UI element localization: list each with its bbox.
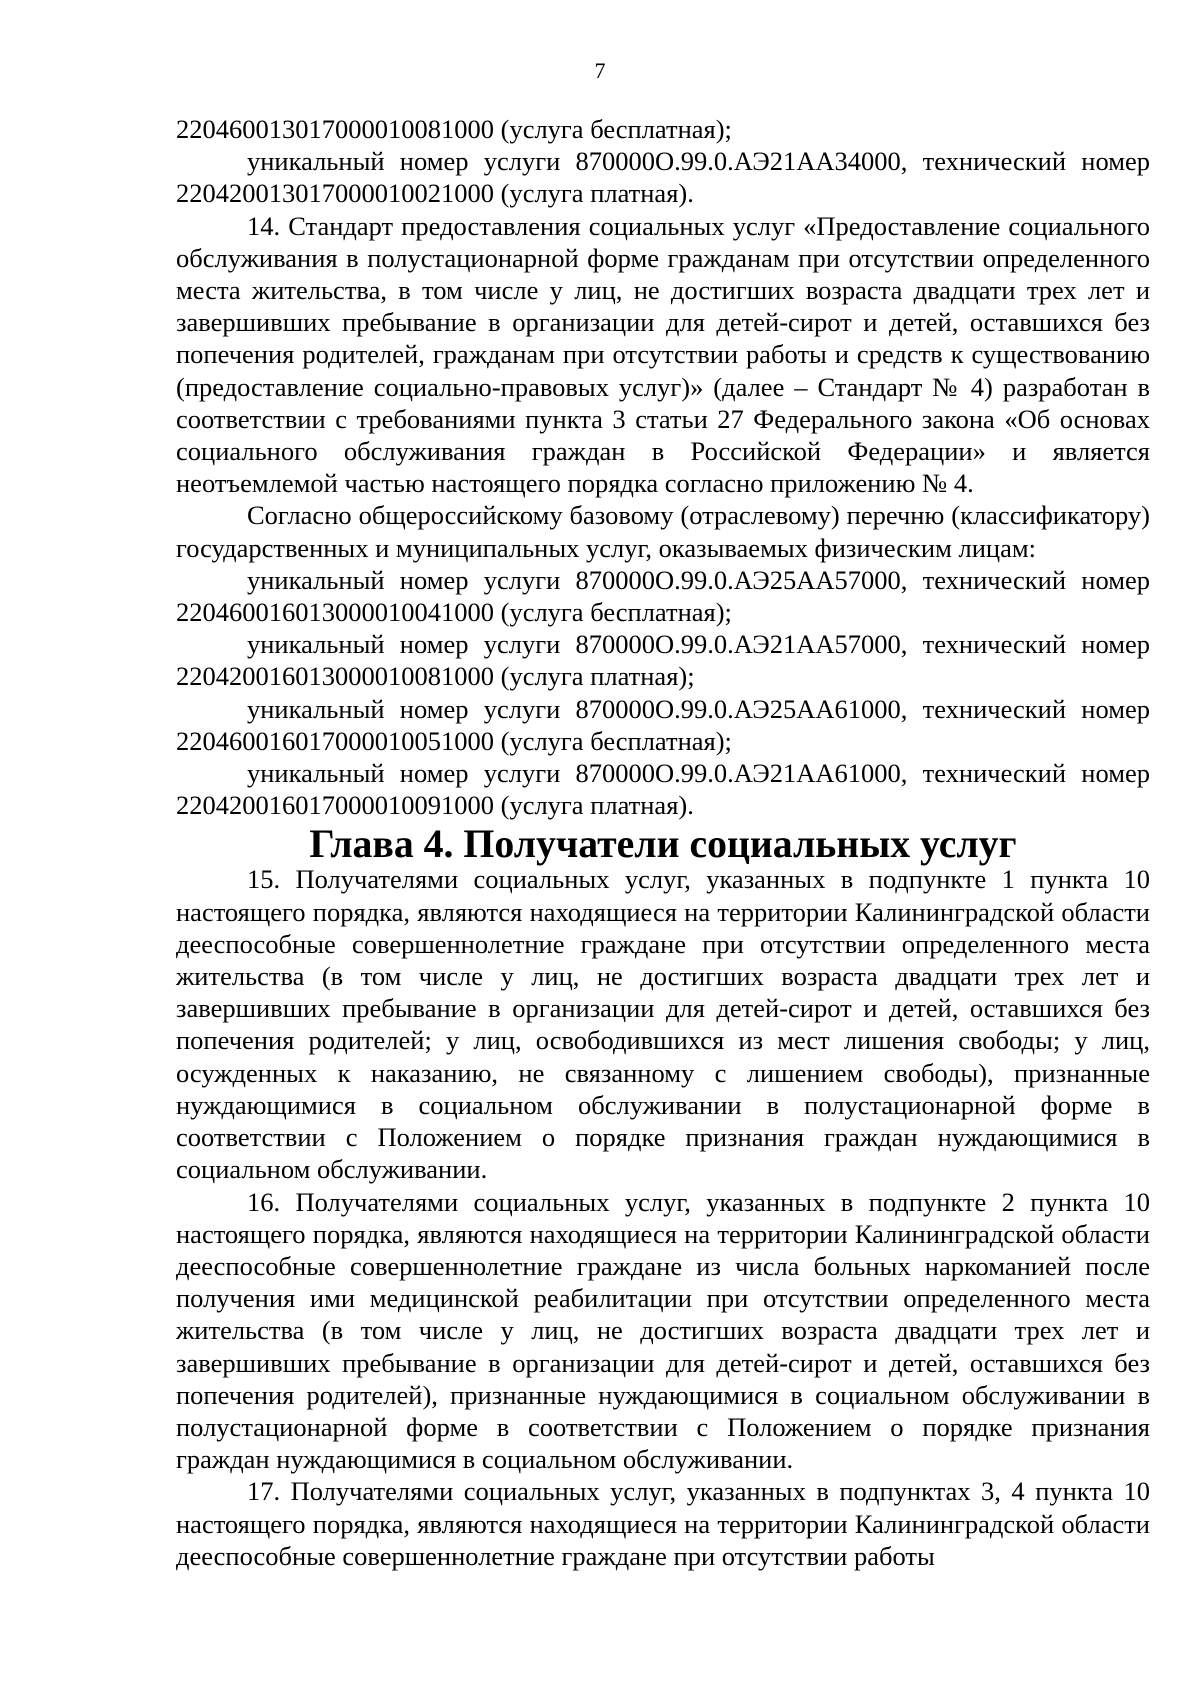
paragraph-service-number: уникальный номер услуги 870000О.99.0.АЭ21АА57000, технический номер 220420016013000010081000 (услуга платная); [176,629,1150,692]
paragraph-classifier-intro: Согласно общероссийскому базовому (отраслевому) перечню (классификатору) государственных и муниципальных услуг, оказываемых физическим лицам: [176,500,1150,563]
paragraph-item-15: 15. Получателями социальных услуг, указанных в подпункте 1 пункта 10 настоящего порядка, являются находящиеся на территории Калининградской области дееспособные совершеннолетние граждане при отсутствии определенного места жительства (в том числе у лиц, не достигших возраста двадцати трех лет и завершивших пребывание в организации для детей-сирот и детей, оставшихся без попечения родителей; у лиц, освободившихся из мест лишения свободы; у лиц, осужденных к наказанию, не связанному с лишением свободы), признанные нуждающимися в социальном обслуживании в полустационарной форме в соответствии с Положением о порядке признания граждан нуждающимися в социальном обслуживании. [176,864,1150,1185]
page-number: 7 [594,58,606,83]
paragraph-item-14: 14. Стандарт предоставления социальных услуг «Предоставление социального обслуживания в полустационарной форме гражданам при отсутствии определенного места жительства, в том числе у лиц, не достигших возраста двадцати трех лет и завершивших пребывание в организации для детей-сирот и детей, оставшихся без попечения родителей, гражданам при отсутствии работы и средств к существованию (предоставление социально-правовых услуг)» (далее – Стандарт № 4) разработан в соответствии с требованиями пункта 3 статьи 27 Федерального закона «Об основах социального обслуживания граждан в Российской Федерации» и является неотъемлемой частью настоящего порядка согласно приложению № 4. [176,210,1150,499]
paragraph-service-number: уникальный номер услуги 870000О.99.0.АЭ21АА61000, технический номер 220420016017000010091000 (услуга платная). [176,758,1150,821]
chapter-heading: Глава 4. Получатели социальных услуг [309,822,1017,867]
paragraph-item-17: 17. Получателями социальных услуг, указанных в подпунктах 3, 4 пункта 10 настоящего порядка, являются находящиеся на территории Калининградской области дееспособные совершеннолетние граждане при отсутствии работы [176,1476,1150,1571]
paragraph-technical-number-continuation: 220460013017000010081000 (услуга бесплатная); [176,114,732,144]
paragraph-service-number: уникальный номер услуги 870000О.99.0.АЭ25АА57000, технический номер 220460016013000010041000 (услуга бесплатная); [176,564,1150,628]
paragraph-item-16: 16. Получателями социальных услуг, указанных в подпункте 2 пункта 10 настоящего порядка, являются находящиеся на территории Калининградской области дееспособные совершеннолетние граждане из числа больных наркоманией после получения ими медицинской реабилитации при отсутствии определенного места жительства (в том числе у лиц, не достигших возраста двадцати трех лет и завершивших пребывание в организации для детей-сирот и детей, оставшихся без попечения родителей), признанные нуждающимися в социальном обслуживании в полустационарной форме в соответствии с Положением о порядке признания граждан нуждающимися в социальном обслуживании. [176,1186,1150,1475]
paragraph-service-number: уникальный номер услуги 870000О.99.0.АЭ25АА61000, технический номер 220460016017000010051000 (услуга бесплатная); [176,693,1150,756]
document-body [176,113,1150,1572]
paragraph-service-number: уникальный номер услуги 870000О.99.0.АЭ21АА34000, технический номер 220420013017000010021000 (услуга платная). [176,146,1150,209]
